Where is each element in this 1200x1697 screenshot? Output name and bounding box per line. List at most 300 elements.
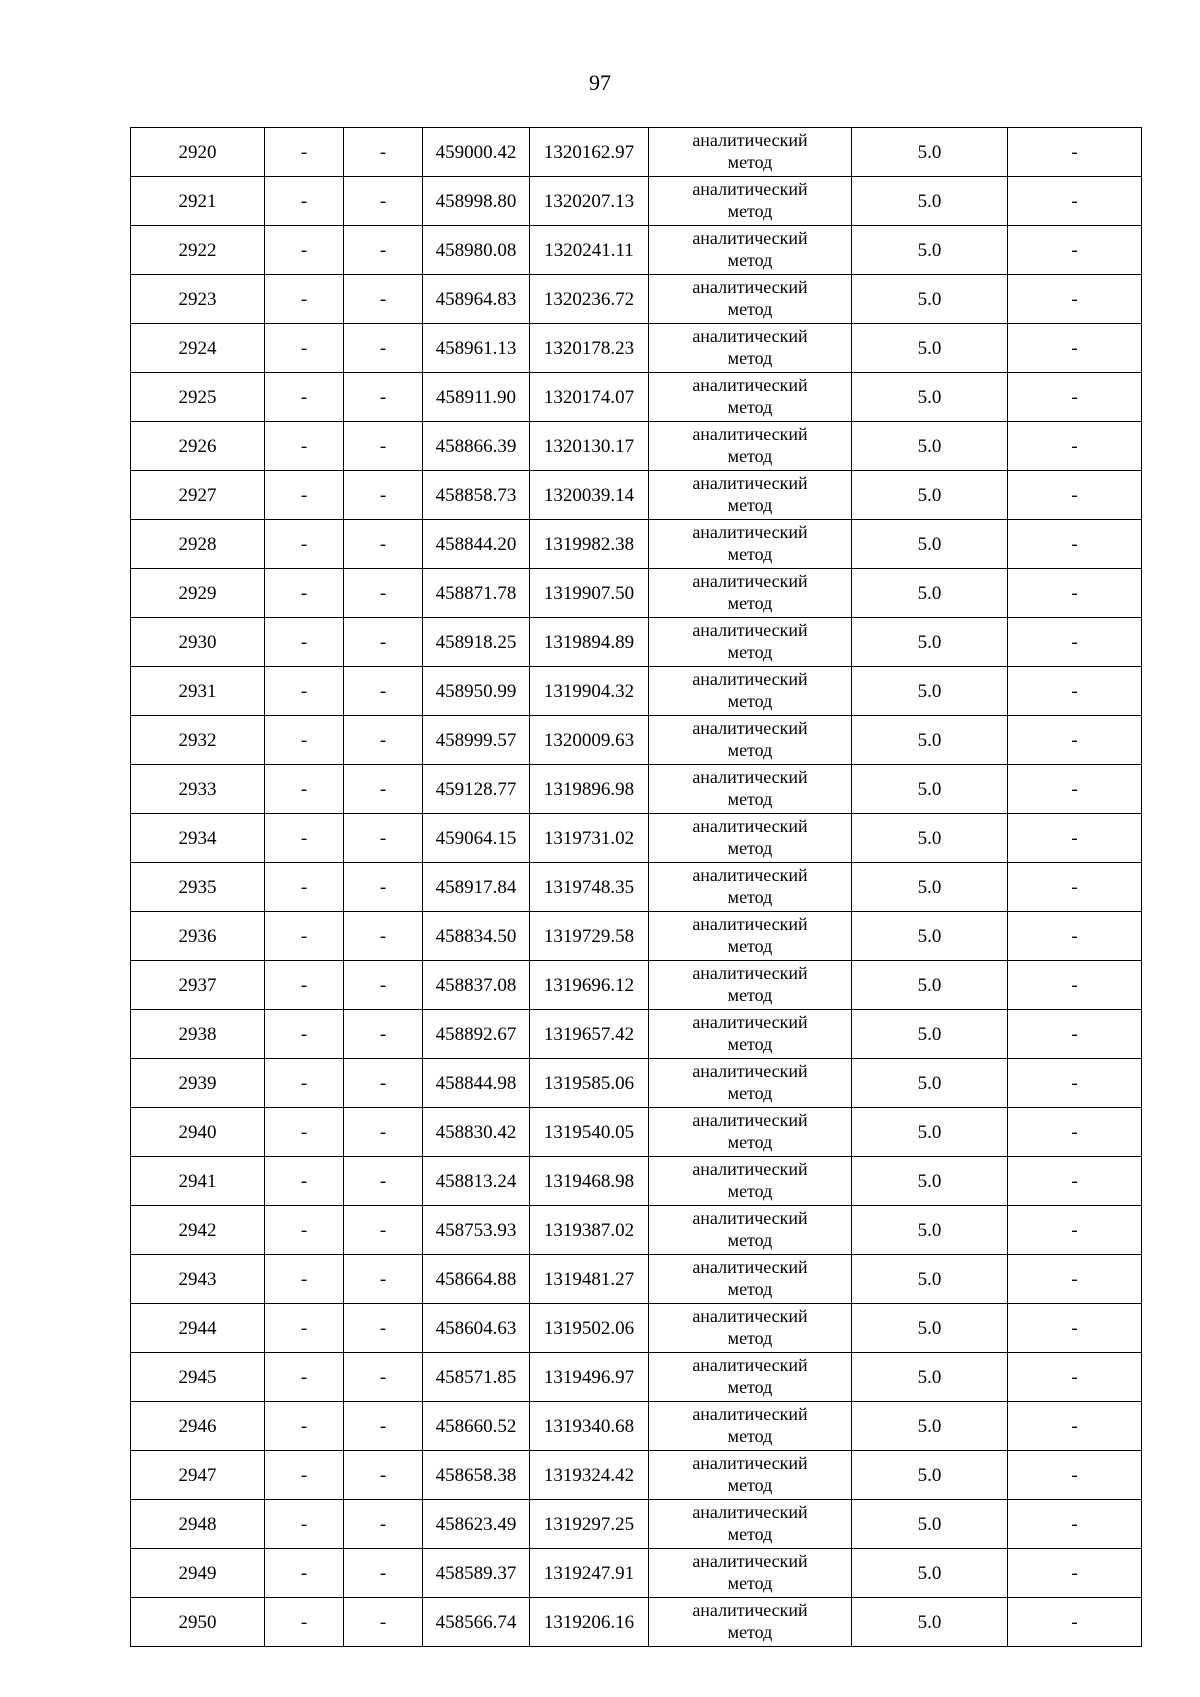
x-coordinate-cell: 458844.20 xyxy=(423,520,530,569)
x-coordinate-cell: 458998.80 xyxy=(423,177,530,226)
table-row xyxy=(131,422,1142,471)
empty-cell: - xyxy=(265,569,344,618)
method-line-1: аналитический xyxy=(692,326,808,346)
accuracy-cell: 5.0 xyxy=(852,667,1008,716)
empty-cell: - xyxy=(344,1157,423,1206)
table-row xyxy=(131,275,1142,324)
empty-cell: - xyxy=(1008,520,1142,569)
empty-cell: - xyxy=(265,1353,344,1402)
y-coordinate-cell: 1319297.25 xyxy=(530,1500,649,1549)
empty-cell: - xyxy=(344,1598,423,1647)
table-body xyxy=(131,128,1142,1647)
empty-cell: - xyxy=(344,1010,423,1059)
empty-cell: - xyxy=(344,863,423,912)
x-coordinate-cell: 458834.50 xyxy=(423,912,530,961)
accuracy-cell: 5.0 xyxy=(852,1598,1008,1647)
point-number-cell: 2934 xyxy=(131,814,265,863)
empty-cell: - xyxy=(265,422,344,471)
method-line-1: аналитический xyxy=(692,767,808,787)
method-cell xyxy=(649,1451,852,1500)
method-line-2: метод xyxy=(727,348,773,368)
empty-cell: - xyxy=(1008,814,1142,863)
y-coordinate-cell: 1320178.23 xyxy=(530,324,649,373)
empty-cell: - xyxy=(1008,471,1142,520)
empty-cell: - xyxy=(265,912,344,961)
point-number-cell: 2950 xyxy=(131,1598,265,1647)
y-coordinate-cell: 1320009.63 xyxy=(530,716,649,765)
empty-cell: - xyxy=(1008,373,1142,422)
method-cell xyxy=(649,1598,852,1647)
y-coordinate-cell: 1319540.05 xyxy=(530,1108,649,1157)
method-cell xyxy=(649,177,852,226)
method-line-1: аналитический xyxy=(692,375,808,395)
method-cell xyxy=(649,1108,852,1157)
empty-cell: - xyxy=(265,961,344,1010)
method-line-1: аналитический xyxy=(692,228,808,248)
method-line-1: аналитический xyxy=(692,620,808,640)
y-coordinate-cell: 1319468.98 xyxy=(530,1157,649,1206)
method-line-2: метод xyxy=(727,544,773,564)
method-line-2: метод xyxy=(727,201,773,221)
y-coordinate-cell: 1320130.17 xyxy=(530,422,649,471)
method-line-2: метод xyxy=(727,936,773,956)
point-number-cell: 2945 xyxy=(131,1353,265,1402)
table-row xyxy=(131,1206,1142,1255)
method-line-1: аналитический xyxy=(692,816,808,836)
point-number-cell: 2944 xyxy=(131,1304,265,1353)
y-coordinate-cell: 1319657.42 xyxy=(530,1010,649,1059)
accuracy-cell: 5.0 xyxy=(852,1255,1008,1304)
method-line-2: метод xyxy=(727,1279,773,1299)
method-line-2: метод xyxy=(727,1132,773,1152)
method-cell xyxy=(649,618,852,667)
y-coordinate-cell: 1320207.13 xyxy=(530,177,649,226)
accuracy-cell: 5.0 xyxy=(852,1353,1008,1402)
empty-cell: - xyxy=(344,226,423,275)
method-line-1: аналитический xyxy=(692,1453,808,1473)
accuracy-cell: 5.0 xyxy=(852,961,1008,1010)
accuracy-cell: 5.0 xyxy=(852,324,1008,373)
empty-cell: - xyxy=(265,618,344,667)
method-line-1: аналитический xyxy=(692,1306,808,1326)
point-number-cell: 2923 xyxy=(131,275,265,324)
empty-cell: - xyxy=(265,1157,344,1206)
empty-cell: - xyxy=(1008,1206,1142,1255)
empty-cell: - xyxy=(265,1598,344,1647)
empty-cell: - xyxy=(265,226,344,275)
point-number-cell: 2941 xyxy=(131,1157,265,1206)
table-row xyxy=(131,1451,1142,1500)
accuracy-cell: 5.0 xyxy=(852,863,1008,912)
method-line-1: аналитический xyxy=(692,277,808,297)
table-row xyxy=(131,128,1142,177)
method-cell xyxy=(649,1206,852,1255)
accuracy-cell: 5.0 xyxy=(852,177,1008,226)
method-cell xyxy=(649,814,852,863)
table-row xyxy=(131,177,1142,226)
method-cell xyxy=(649,520,852,569)
empty-cell: - xyxy=(344,1549,423,1598)
y-coordinate-cell: 1319585.06 xyxy=(530,1059,649,1108)
x-coordinate-cell: 458623.49 xyxy=(423,1500,530,1549)
method-cell xyxy=(649,1059,852,1108)
empty-cell: - xyxy=(265,471,344,520)
method-line-1: аналитический xyxy=(692,1061,808,1081)
empty-cell: - xyxy=(265,373,344,422)
x-coordinate-cell: 458858.73 xyxy=(423,471,530,520)
accuracy-cell: 5.0 xyxy=(852,373,1008,422)
point-number-cell: 2938 xyxy=(131,1010,265,1059)
empty-cell: - xyxy=(344,1402,423,1451)
x-coordinate-cell: 458866.39 xyxy=(423,422,530,471)
empty-cell: - xyxy=(265,667,344,716)
method-line-2: метод xyxy=(727,446,773,466)
empty-cell: - xyxy=(344,1059,423,1108)
method-cell xyxy=(649,716,852,765)
empty-cell: - xyxy=(1008,1108,1142,1157)
method-line-2: метод xyxy=(727,1034,773,1054)
empty-cell: - xyxy=(344,618,423,667)
method-line-1: аналитический xyxy=(692,1159,808,1179)
method-line-2: метод xyxy=(727,887,773,907)
accuracy-cell: 5.0 xyxy=(852,275,1008,324)
empty-cell: - xyxy=(344,569,423,618)
method-cell xyxy=(649,422,852,471)
point-number-cell: 2922 xyxy=(131,226,265,275)
method-line-2: метод xyxy=(727,1377,773,1397)
empty-cell: - xyxy=(344,324,423,373)
method-line-2: метод xyxy=(727,152,773,172)
method-line-1: аналитический xyxy=(692,424,808,444)
method-line-2: метод xyxy=(727,642,773,662)
empty-cell: - xyxy=(265,1549,344,1598)
method-line-1: аналитический xyxy=(692,130,808,150)
empty-cell: - xyxy=(265,1108,344,1157)
table-row xyxy=(131,814,1142,863)
accuracy-cell: 5.0 xyxy=(852,1451,1008,1500)
accuracy-cell: 5.0 xyxy=(852,1549,1008,1598)
point-number-cell: 2927 xyxy=(131,471,265,520)
empty-cell: - xyxy=(1008,1549,1142,1598)
method-line-2: метод xyxy=(727,299,773,319)
empty-cell: - xyxy=(344,373,423,422)
point-number-cell: 2924 xyxy=(131,324,265,373)
method-line-1: аналитический xyxy=(692,669,808,689)
method-line-2: метод xyxy=(727,1524,773,1544)
empty-cell: - xyxy=(1008,177,1142,226)
x-coordinate-cell: 458961.13 xyxy=(423,324,530,373)
method-line-1: аналитический xyxy=(692,1404,808,1424)
table-row xyxy=(131,1304,1142,1353)
empty-cell: - xyxy=(344,1500,423,1549)
empty-cell: - xyxy=(344,1304,423,1353)
method-cell xyxy=(649,1010,852,1059)
method-line-2: метод xyxy=(727,1475,773,1495)
method-cell xyxy=(649,471,852,520)
empty-cell: - xyxy=(1008,863,1142,912)
x-coordinate-cell: 458917.84 xyxy=(423,863,530,912)
x-coordinate-cell: 458658.38 xyxy=(423,1451,530,1500)
empty-cell: - xyxy=(1008,1304,1142,1353)
empty-cell: - xyxy=(1008,618,1142,667)
table-row xyxy=(131,1059,1142,1108)
empty-cell: - xyxy=(344,422,423,471)
empty-cell: - xyxy=(265,1255,344,1304)
method-line-2: метод xyxy=(727,1083,773,1103)
x-coordinate-cell: 458837.08 xyxy=(423,961,530,1010)
point-number-cell: 2946 xyxy=(131,1402,265,1451)
empty-cell: - xyxy=(344,912,423,961)
method-cell xyxy=(649,226,852,275)
y-coordinate-cell: 1319748.35 xyxy=(530,863,649,912)
y-coordinate-cell: 1319387.02 xyxy=(530,1206,649,1255)
point-number-cell: 2932 xyxy=(131,716,265,765)
empty-cell: - xyxy=(265,177,344,226)
method-cell xyxy=(649,863,852,912)
table-row xyxy=(131,1010,1142,1059)
y-coordinate-cell: 1319731.02 xyxy=(530,814,649,863)
table-row xyxy=(131,520,1142,569)
method-cell xyxy=(649,765,852,814)
empty-cell: - xyxy=(1008,324,1142,373)
method-cell xyxy=(649,1304,852,1353)
method-line-1: аналитический xyxy=(692,1355,808,1375)
x-coordinate-cell: 459128.77 xyxy=(423,765,530,814)
empty-cell: - xyxy=(344,1108,423,1157)
empty-cell: - xyxy=(344,814,423,863)
x-coordinate-cell: 458589.37 xyxy=(423,1549,530,1598)
point-number-cell: 2948 xyxy=(131,1500,265,1549)
empty-cell: - xyxy=(1008,569,1142,618)
table-row xyxy=(131,1598,1142,1647)
point-number-cell: 2939 xyxy=(131,1059,265,1108)
empty-cell: - xyxy=(1008,912,1142,961)
empty-cell: - xyxy=(265,863,344,912)
method-line-1: аналитический xyxy=(692,914,808,934)
accuracy-cell: 5.0 xyxy=(852,912,1008,961)
y-coordinate-cell: 1320039.14 xyxy=(530,471,649,520)
accuracy-cell: 5.0 xyxy=(852,520,1008,569)
accuracy-cell: 5.0 xyxy=(852,1010,1008,1059)
point-number-cell: 2925 xyxy=(131,373,265,422)
x-coordinate-cell: 458871.78 xyxy=(423,569,530,618)
method-cell xyxy=(649,275,852,324)
point-number-cell: 2935 xyxy=(131,863,265,912)
empty-cell: - xyxy=(265,1206,344,1255)
x-coordinate-cell: 458664.88 xyxy=(423,1255,530,1304)
point-number-cell: 2940 xyxy=(131,1108,265,1157)
page-number: 97 xyxy=(589,70,611,95)
empty-cell: - xyxy=(1008,1451,1142,1500)
table-row xyxy=(131,667,1142,716)
x-coordinate-cell: 458830.42 xyxy=(423,1108,530,1157)
accuracy-cell: 5.0 xyxy=(852,716,1008,765)
method-line-2: метод xyxy=(727,1230,773,1250)
method-line-2: метод xyxy=(727,1181,773,1201)
empty-cell: - xyxy=(1008,422,1142,471)
method-line-1: аналитический xyxy=(692,865,808,885)
x-coordinate-cell: 458813.24 xyxy=(423,1157,530,1206)
empty-cell: - xyxy=(1008,1255,1142,1304)
empty-cell: - xyxy=(1008,1353,1142,1402)
empty-cell: - xyxy=(1008,765,1142,814)
method-line-2: метод xyxy=(727,740,773,760)
empty-cell: - xyxy=(1008,1010,1142,1059)
empty-cell: - xyxy=(1008,275,1142,324)
method-cell xyxy=(649,1402,852,1451)
empty-cell: - xyxy=(1008,128,1142,177)
method-line-1: аналитический xyxy=(692,1257,808,1277)
method-line-2: метод xyxy=(727,1622,773,1642)
y-coordinate-cell: 1319894.89 xyxy=(530,618,649,667)
method-line-1: аналитический xyxy=(692,1600,808,1620)
method-line-1: аналитический xyxy=(692,179,808,199)
method-cell xyxy=(649,569,852,618)
y-coordinate-cell: 1319907.50 xyxy=(530,569,649,618)
y-coordinate-cell: 1320236.72 xyxy=(530,275,649,324)
empty-cell: - xyxy=(344,128,423,177)
method-line-1: аналитический xyxy=(692,963,808,983)
x-coordinate-cell: 458892.67 xyxy=(423,1010,530,1059)
table-row xyxy=(131,1108,1142,1157)
x-coordinate-cell: 458753.93 xyxy=(423,1206,530,1255)
empty-cell: - xyxy=(265,1451,344,1500)
empty-cell: - xyxy=(344,177,423,226)
empty-cell: - xyxy=(1008,1598,1142,1647)
table-row xyxy=(131,1500,1142,1549)
y-coordinate-cell: 1320241.11 xyxy=(530,226,649,275)
empty-cell: - xyxy=(1008,226,1142,275)
empty-cell: - xyxy=(344,471,423,520)
empty-cell: - xyxy=(1008,667,1142,716)
empty-cell: - xyxy=(1008,1402,1142,1451)
accuracy-cell: 5.0 xyxy=(852,1206,1008,1255)
method-cell xyxy=(649,128,852,177)
accuracy-cell: 5.0 xyxy=(852,422,1008,471)
empty-cell: - xyxy=(265,1500,344,1549)
method-line-2: метод xyxy=(727,1573,773,1593)
table-row xyxy=(131,324,1142,373)
table-row xyxy=(131,1402,1142,1451)
empty-cell: - xyxy=(265,765,344,814)
empty-cell: - xyxy=(1008,961,1142,1010)
method-line-2: метод xyxy=(727,838,773,858)
empty-cell: - xyxy=(1008,1157,1142,1206)
method-cell xyxy=(649,1353,852,1402)
method-line-2: метод xyxy=(727,1328,773,1348)
accuracy-cell: 5.0 xyxy=(852,1304,1008,1353)
method-cell xyxy=(649,373,852,422)
empty-cell: - xyxy=(344,765,423,814)
empty-cell: - xyxy=(344,667,423,716)
y-coordinate-cell: 1319696.12 xyxy=(530,961,649,1010)
empty-cell: - xyxy=(1008,1500,1142,1549)
table-row xyxy=(131,373,1142,422)
table-row xyxy=(131,618,1142,667)
table-row xyxy=(131,961,1142,1010)
method-line-2: метод xyxy=(727,789,773,809)
point-number-cell: 2929 xyxy=(131,569,265,618)
x-coordinate-cell: 458911.90 xyxy=(423,373,530,422)
table-row xyxy=(131,226,1142,275)
empty-cell: - xyxy=(265,324,344,373)
accuracy-cell: 5.0 xyxy=(852,471,1008,520)
point-number-cell: 2937 xyxy=(131,961,265,1010)
point-number-cell: 2930 xyxy=(131,618,265,667)
point-number-cell: 2943 xyxy=(131,1255,265,1304)
y-coordinate-cell: 1319729.58 xyxy=(530,912,649,961)
y-coordinate-cell: 1319502.06 xyxy=(530,1304,649,1353)
empty-cell: - xyxy=(344,961,423,1010)
empty-cell: - xyxy=(265,814,344,863)
empty-cell: - xyxy=(265,520,344,569)
method-cell xyxy=(649,324,852,373)
y-coordinate-cell: 1319247.91 xyxy=(530,1549,649,1598)
y-coordinate-cell: 1319896.98 xyxy=(530,765,649,814)
x-coordinate-cell: 458964.83 xyxy=(423,275,530,324)
empty-cell: - xyxy=(344,520,423,569)
accuracy-cell: 5.0 xyxy=(852,765,1008,814)
x-coordinate-cell: 458571.85 xyxy=(423,1353,530,1402)
point-number-cell: 2928 xyxy=(131,520,265,569)
accuracy-cell: 5.0 xyxy=(852,1108,1008,1157)
point-number-cell: 2920 xyxy=(131,128,265,177)
table-row xyxy=(131,471,1142,520)
point-number-cell: 2931 xyxy=(131,667,265,716)
point-number-cell: 2949 xyxy=(131,1549,265,1598)
table-row xyxy=(131,716,1142,765)
empty-cell: - xyxy=(265,716,344,765)
empty-cell: - xyxy=(344,275,423,324)
point-number-cell: 2926 xyxy=(131,422,265,471)
method-line-1: аналитический xyxy=(692,1012,808,1032)
x-coordinate-cell: 458999.57 xyxy=(423,716,530,765)
y-coordinate-cell: 1320174.07 xyxy=(530,373,649,422)
empty-cell: - xyxy=(344,1353,423,1402)
empty-cell: - xyxy=(265,1010,344,1059)
point-number-cell: 2947 xyxy=(131,1451,265,1500)
empty-cell: - xyxy=(344,1255,423,1304)
x-coordinate-cell: 459064.15 xyxy=(423,814,530,863)
y-coordinate-cell: 1319340.68 xyxy=(530,1402,649,1451)
empty-cell: - xyxy=(265,128,344,177)
accuracy-cell: 5.0 xyxy=(852,226,1008,275)
method-cell xyxy=(649,961,852,1010)
method-line-2: метод xyxy=(727,495,773,515)
table-row xyxy=(131,863,1142,912)
method-line-1: аналитический xyxy=(692,571,808,591)
method-cell xyxy=(649,912,852,961)
y-coordinate-cell: 1319982.38 xyxy=(530,520,649,569)
method-line-2: метод xyxy=(727,397,773,417)
method-line-1: аналитический xyxy=(692,1551,808,1571)
method-line-2: метод xyxy=(727,250,773,270)
accuracy-cell: 5.0 xyxy=(852,814,1008,863)
method-cell xyxy=(649,1157,852,1206)
y-coordinate-cell: 1319904.32 xyxy=(530,667,649,716)
y-coordinate-cell: 1320162.97 xyxy=(530,128,649,177)
x-coordinate-cell: 458604.63 xyxy=(423,1304,530,1353)
accuracy-cell: 5.0 xyxy=(852,1157,1008,1206)
method-line-1: аналитический xyxy=(692,522,808,542)
y-coordinate-cell: 1319496.97 xyxy=(530,1353,649,1402)
point-number-cell: 2942 xyxy=(131,1206,265,1255)
x-coordinate-cell: 458950.99 xyxy=(423,667,530,716)
method-line-1: аналитический xyxy=(692,1502,808,1522)
accuracy-cell: 5.0 xyxy=(852,1402,1008,1451)
table-row xyxy=(131,765,1142,814)
table-row xyxy=(131,1157,1142,1206)
